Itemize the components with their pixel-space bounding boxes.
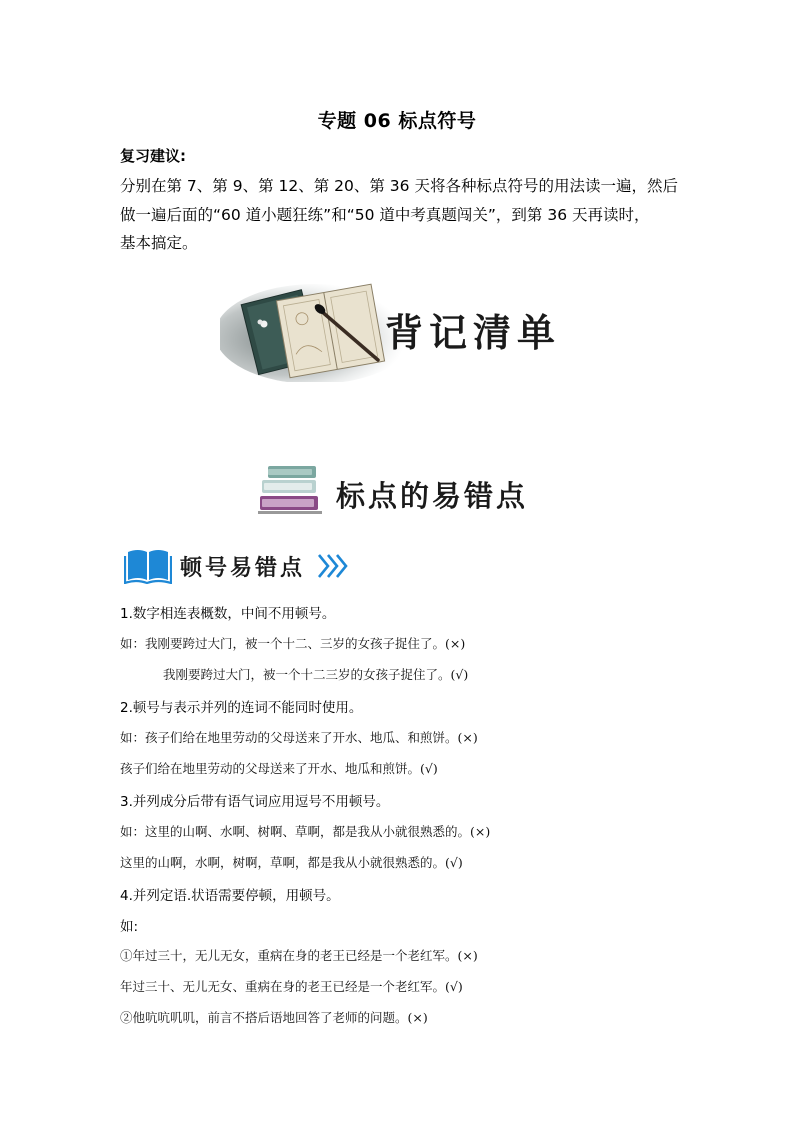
section-title: 标点的易错点 <box>336 479 529 513</box>
advice-paragraph <box>120 172 680 258</box>
open-book-icon <box>124 548 172 584</box>
example-correct: 年过三十、无儿无女、重病在身的老王已经是一个老红军。(√) <box>120 979 463 994</box>
rule-3: 3.并列成分后带有语气词应用逗号不用顿号。 <box>120 794 390 810</box>
advice-line: 基本搞定。 <box>120 234 198 252</box>
example-wrong: 如：这里的山啊、水啊、树啊、草啊，都是我从小就很熟悉的。(×) <box>120 824 491 839</box>
rule-1: 1.数字相连表概数，中间不用顿号。 <box>120 606 336 622</box>
example-correct: 这里的山啊，水啊，树啊，草啊，都是我从小就很熟悉的。(√) <box>120 855 463 870</box>
rule-2: 2.顿号与表示并列的连词不能同时使用。 <box>120 700 363 716</box>
example-correct: 孩子们给在地里劳动的父母送来了开水、地瓜和煎饼。(√) <box>120 761 438 776</box>
advice-line: 分别在第 7、第 9、第 12、第 20、第 36 天将各种标点符号的用法读一遍，然后 <box>120 177 678 195</box>
example-wrong: ①年过三十，无儿无女，重病在身的老王已经是一个老红军。(×) <box>120 948 478 963</box>
banner-title: 背记清单 <box>385 310 562 355</box>
example-correct: 我刚要跨过大门，被一个十二三岁的女孩子捉住了。(√) <box>163 667 469 682</box>
example-wrong: 如：孩子们给在地里劳动的父母送来了开水、地瓜、和煎饼。(×) <box>120 730 478 745</box>
example-wrong: 如：我刚要跨过大门，被一个十二、三岁的女孩子捉住了。(×) <box>120 636 466 651</box>
subsection-title: 顿号易错点 <box>180 555 306 581</box>
page-title: 专题 06 标点符号 <box>317 110 477 132</box>
double-chevron-right-icon <box>316 552 350 580</box>
advice-label: 复习建议: <box>120 147 186 165</box>
advice-line: 做一遍后面的“60 道小题狂练”和“50 道中考真题闯关”，到第 36 天再读时， <box>120 205 650 224</box>
example-intro: 如: <box>120 919 139 935</box>
example-wrong: ②他吭吭叽叽，前言不搭后语地回答了老师的问题。(×) <box>120 1010 428 1025</box>
rule-4: 4.并列定语.状语需要停顿，用顿号。 <box>120 888 340 904</box>
stacked-books-icon <box>258 464 322 516</box>
